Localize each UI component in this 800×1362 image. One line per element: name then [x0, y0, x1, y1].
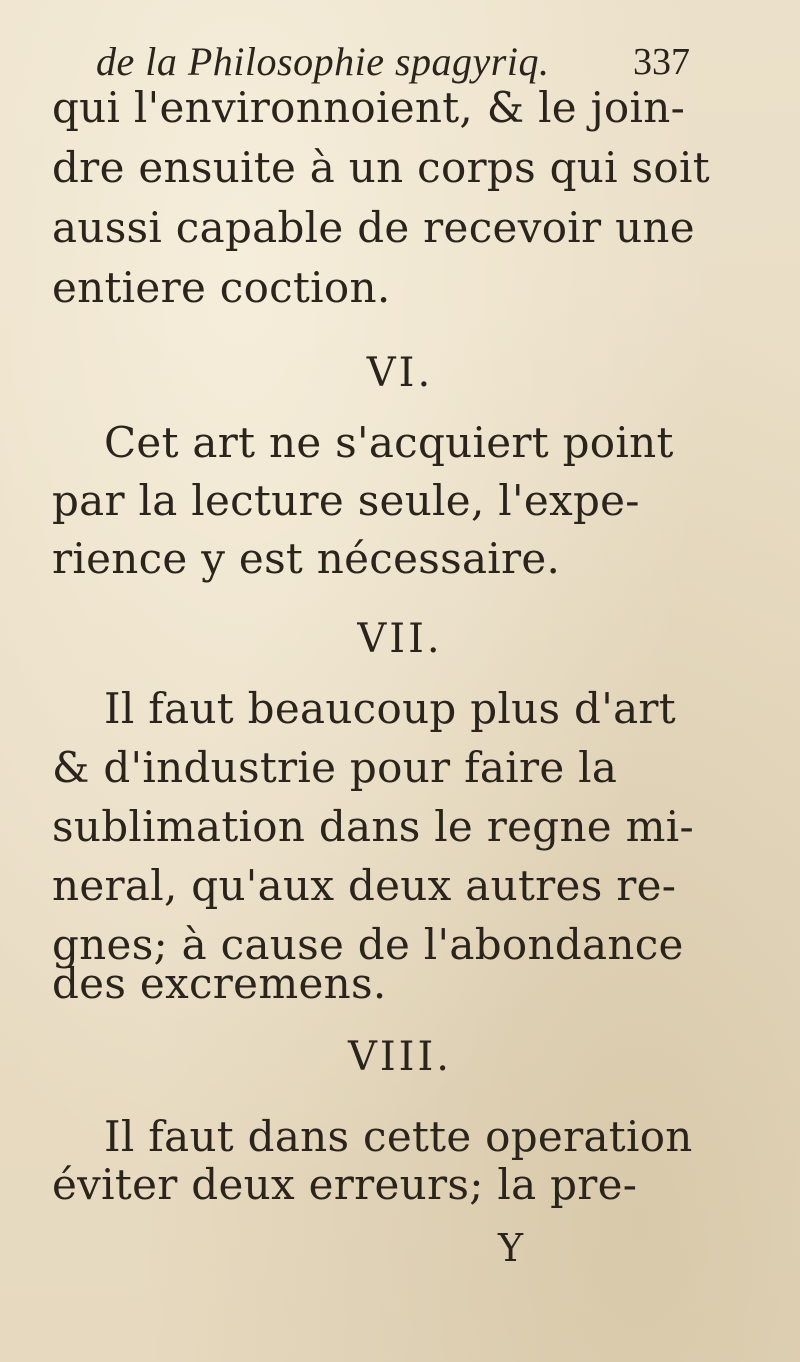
- running-head: [96, 30, 796, 90]
- section-heading-vii: VII.: [357, 616, 443, 662]
- signature-mark: Y: [498, 1226, 524, 1270]
- section-heading-vi: VI.: [366, 350, 434, 396]
- text-line: gnes; à cause de l'abondance: [52, 920, 684, 969]
- text-line: des excremens.: [52, 959, 387, 1008]
- text-line: sublimation dans le regne mi-: [52, 802, 694, 851]
- text-line: dre ensuite à un corps qui soit: [52, 143, 710, 192]
- text-line: Cet art ne s'acquiert point: [104, 418, 674, 467]
- section-heading-viii: VIII.: [347, 1034, 452, 1080]
- text-line: rience y est nécessaire.: [52, 534, 561, 583]
- text-line: Il faut dans cette operation: [104, 1112, 693, 1161]
- running-title: de la Philosophie spagyriq.: [96, 39, 550, 84]
- text-line: éviter deux erreurs; la pre-: [52, 1160, 638, 1209]
- text-line: Il faut beaucoup plus d'art: [104, 684, 676, 733]
- text-line: & d'industrie pour faire la: [52, 743, 618, 792]
- text-line: neral, qu'aux deux autres re-: [52, 861, 677, 910]
- text-line: aussi capable de recevoir une: [52, 203, 695, 252]
- text-line: entiere coction.: [52, 263, 391, 312]
- text-line: qui l'environnoient, & le join-: [52, 83, 686, 132]
- page-number: 337: [633, 41, 690, 83]
- text-line: par la lecture seule, l'expe-: [52, 476, 640, 525]
